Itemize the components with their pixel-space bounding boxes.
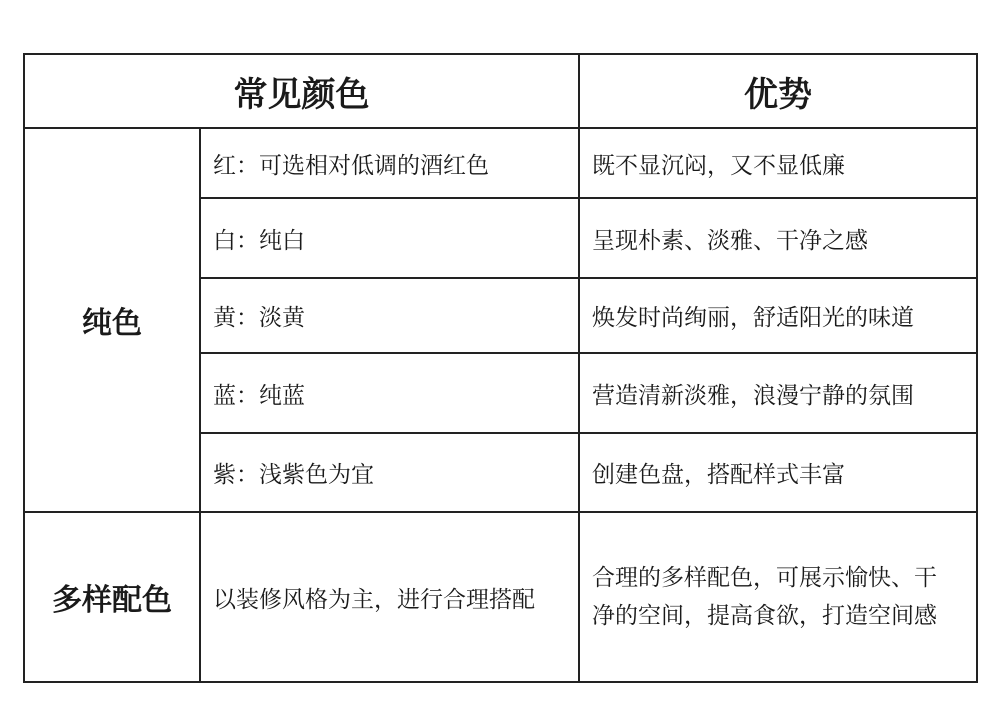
color-item-multi: 以装修风格为主，进行合理搭配 xyxy=(200,512,579,682)
advantage-blue: 营造清新淡雅，浪漫宁静的氛围 xyxy=(579,353,977,433)
advantage-yellow: 焕发时尚绚丽，舒适阳光的味道 xyxy=(579,278,977,353)
table-header-row xyxy=(24,54,977,128)
category-multi-color: 多样配色 xyxy=(24,512,200,682)
color-item-blue: 蓝：纯蓝 xyxy=(200,353,579,433)
color-item-red: 红：可选相对低调的酒红色 xyxy=(200,128,579,198)
advantage-white: 呈现朴素、淡雅、干净之感 xyxy=(579,198,977,278)
color-item-yellow: 黄：淡黄 xyxy=(200,278,579,353)
advantage-red: 既不显沉闷，又不显低廉 xyxy=(579,128,977,198)
header-common-colors: 常见颜色 xyxy=(24,54,579,128)
category-solid-color: 纯色 xyxy=(24,128,200,512)
color-item-purple: 紫：浅紫色为宜 xyxy=(200,433,579,512)
table-row xyxy=(24,512,977,682)
color-advantage-table xyxy=(23,53,978,683)
advantage-purple: 创建色盘，搭配样式丰富 xyxy=(579,433,977,512)
table-row xyxy=(24,128,977,198)
color-item-white: 白：纯白 xyxy=(200,198,579,278)
advantage-multi: 合理的多样配色，可展示愉快、干净的空间，提高食欲，打造空间感 xyxy=(579,512,977,682)
header-advantages: 优势 xyxy=(579,54,977,128)
